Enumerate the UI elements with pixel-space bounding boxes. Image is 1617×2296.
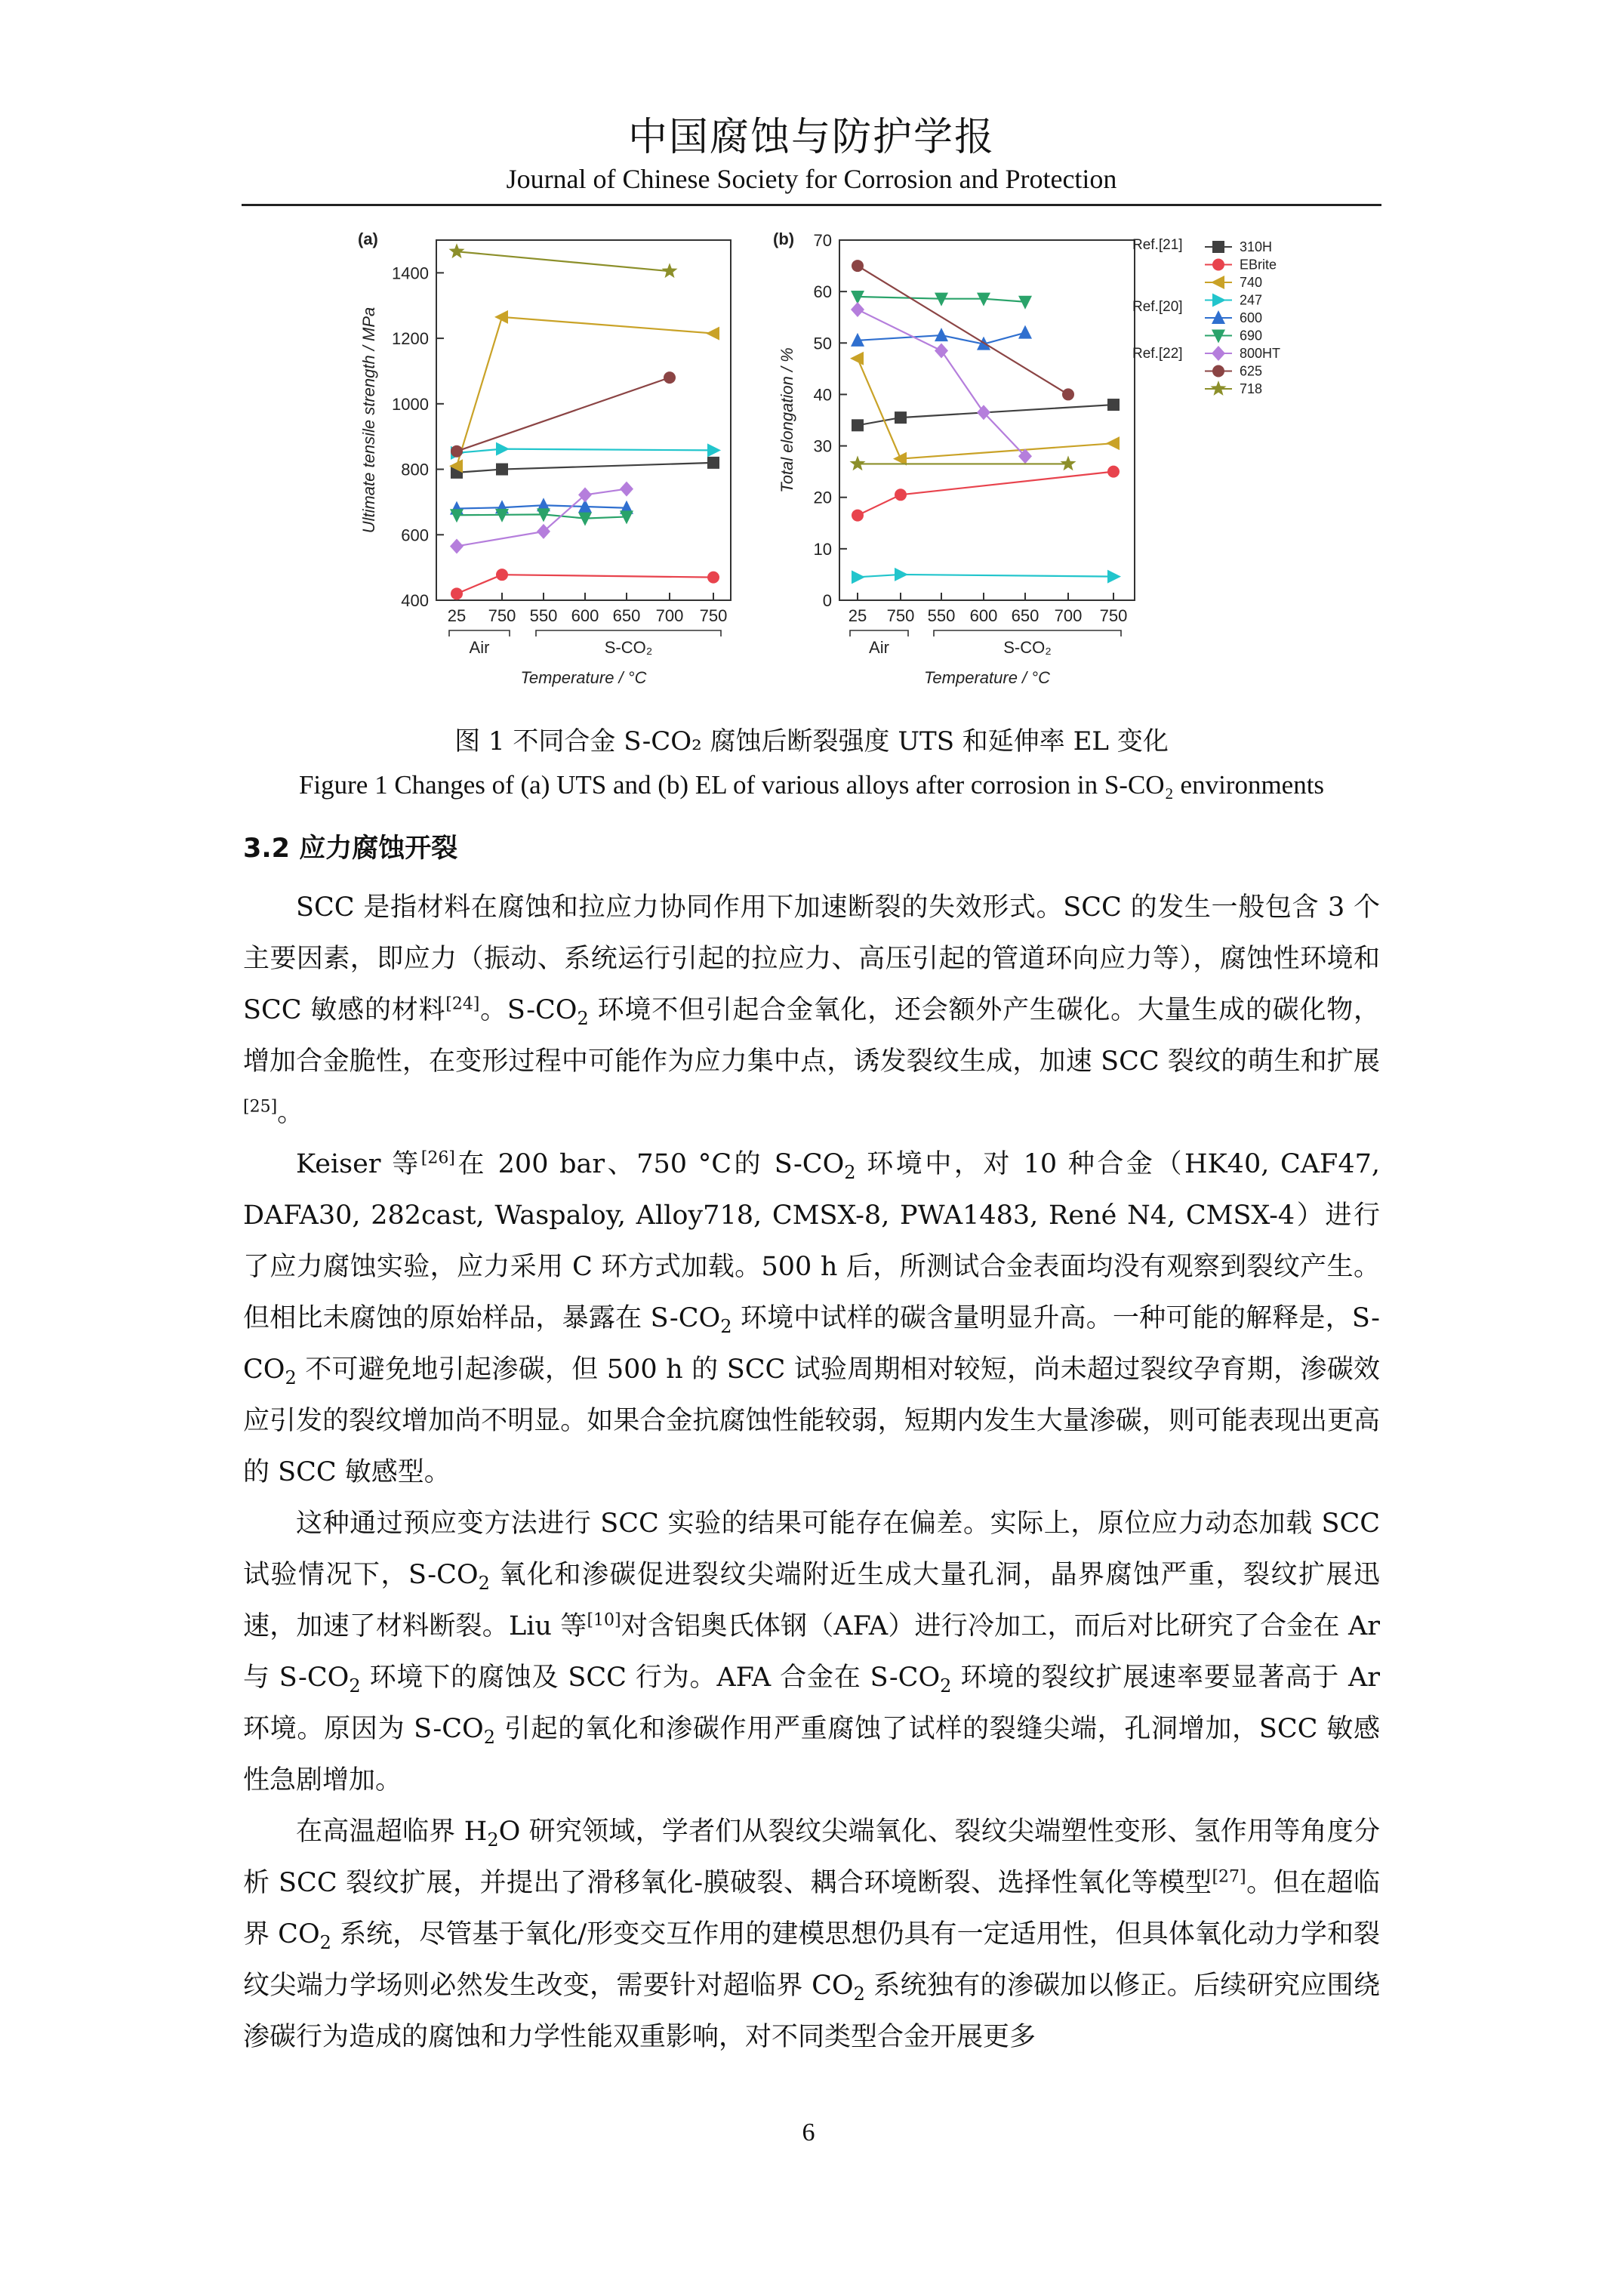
series-line xyxy=(858,472,1113,516)
data-point xyxy=(1018,296,1032,310)
legend-ref-label: Ref.[20] xyxy=(1132,299,1183,315)
y-tick-label: 400 xyxy=(401,591,429,610)
series-600 xyxy=(851,325,1032,350)
data-point xyxy=(578,513,592,526)
data-point xyxy=(1062,388,1074,400)
data-point xyxy=(852,510,864,522)
legend-entry: 247 xyxy=(1240,292,1263,308)
series-line xyxy=(457,378,670,451)
data-point xyxy=(977,337,990,350)
subscript: 2 xyxy=(285,1367,297,1388)
series-line xyxy=(457,489,627,547)
x-tick-label: 600 xyxy=(571,606,599,625)
x-tick-label: 750 xyxy=(886,606,915,625)
page-number: 6 xyxy=(802,2119,815,2147)
series-line xyxy=(858,297,1025,302)
legend-marker xyxy=(1211,276,1224,289)
legend-marker xyxy=(1211,381,1227,396)
data-point xyxy=(895,411,907,424)
panel-label: (a) xyxy=(358,230,378,248)
data-point xyxy=(451,587,463,599)
legend-ref-label: Ref.[22] xyxy=(1132,346,1183,362)
body-paragraph xyxy=(243,1139,1380,1498)
legend-entry: 625 xyxy=(1240,363,1263,379)
paragraph-text: 对含铝奥氏体钢（AFA）进行冷加工，而后对比研究了合金在 Ar 与 S-CO xyxy=(243,1611,1381,1693)
journal-title-en: Journal of Chinese Society for Corrosion and Protection xyxy=(506,164,1117,194)
subscript: 2 xyxy=(844,1162,856,1183)
subscript: 2 xyxy=(577,1008,589,1029)
paragraph-text: 。 xyxy=(277,1098,304,1128)
group-label: S-CO₂ xyxy=(1003,638,1052,657)
data-point xyxy=(851,302,864,317)
data-point xyxy=(895,568,908,581)
data-point xyxy=(977,405,990,420)
data-point xyxy=(620,510,633,524)
y-tick-label: 10 xyxy=(813,539,832,559)
section-heading xyxy=(243,831,457,867)
x-tick-label: 550 xyxy=(927,606,956,625)
y-tick-label: 1400 xyxy=(392,264,429,283)
y-tick-label: 50 xyxy=(813,334,832,353)
group-bracket xyxy=(934,630,1121,636)
data-point xyxy=(664,371,676,384)
panel-label: (b) xyxy=(773,230,795,248)
data-point xyxy=(496,569,508,581)
x-tick-label: 600 xyxy=(969,606,998,625)
y-tick-label: 60 xyxy=(813,282,832,302)
data-point xyxy=(1107,570,1121,584)
data-point xyxy=(449,459,463,473)
series-line xyxy=(457,449,713,453)
data-point xyxy=(537,524,550,539)
x-tick-label: 750 xyxy=(488,606,516,625)
series-690 xyxy=(450,508,633,525)
series-740 xyxy=(850,352,1120,466)
paragraph-text: Keiser 等 xyxy=(296,1149,421,1179)
subscript: 2 xyxy=(720,1316,732,1337)
citation-ref: [24] xyxy=(445,994,480,1014)
group-bracket xyxy=(536,630,721,636)
x-tick-label: 650 xyxy=(1011,606,1040,625)
paragraph-text: 不可避免地引起渗碳，但 500 h 的 SCC 试验周期相对较短，尚未超过裂纹孕育期，渗碳效应引发的裂纹增加尚不明显。如果合金抗腐蚀性能较弱，短期内发生大量渗碳，则可能表现出更高的 SCC 敏感型。 xyxy=(243,1354,1380,1487)
legend-marker xyxy=(1212,294,1226,307)
data-point xyxy=(851,291,864,304)
legend-marker xyxy=(1212,241,1224,253)
y-axis-label: Ultimate tensile strength / MPa xyxy=(359,307,378,534)
paragraph-text: 这种通过预应变方法进行 SCC 实验的结果可能存在偏差。实际上，原位应力动态加载 SCC 试验情况下，S-CO xyxy=(243,1509,1380,1590)
paragraph-text: 。S-CO xyxy=(479,995,578,1025)
series-line xyxy=(858,266,1068,394)
series-line xyxy=(457,505,627,508)
legend-marker xyxy=(1212,259,1224,271)
paragraph-text: 环境的裂纹扩展速率要显著高于 Ar 环境。原因为 S-CO xyxy=(243,1663,1380,1744)
data-point xyxy=(895,488,907,501)
x-tick-label: 700 xyxy=(1054,606,1083,625)
data-point xyxy=(852,570,865,584)
citation-ref: [25] xyxy=(243,1097,278,1117)
data-point xyxy=(707,443,721,457)
paragraph-text: 环境下的腐蚀及 SCC 行为。AFA 合金在 S-CO xyxy=(360,1663,941,1693)
series-800ht xyxy=(450,482,633,554)
data-point xyxy=(706,327,719,341)
legend-marker xyxy=(1212,330,1225,344)
paragraph-text: 在高温超临界 H xyxy=(296,1817,488,1847)
data-point xyxy=(852,260,864,272)
series-line xyxy=(457,317,713,466)
series-line xyxy=(858,575,1113,577)
body-paragraph xyxy=(243,1498,1380,1806)
data-point xyxy=(707,572,719,584)
data-point xyxy=(935,293,948,307)
y-tick-label: 1200 xyxy=(392,329,429,349)
x-tick-label: 750 xyxy=(1099,606,1128,625)
legend-marker xyxy=(1212,346,1225,361)
series-690 xyxy=(851,291,1032,310)
citation-ref: [27] xyxy=(1212,1867,1246,1887)
y-tick-label: 600 xyxy=(401,525,429,545)
data-point xyxy=(537,498,550,511)
data-point xyxy=(578,499,592,513)
data-point xyxy=(451,445,463,458)
figure-1-svg xyxy=(0,0,1617,725)
citation-ref: [10] xyxy=(587,1610,621,1630)
paragraph-text: SCC 是指材料在腐蚀和拉应力协同作用下加速断裂的失效形式。SCC 的发生一般包含 3 个主要因素，即应力（振动、系统运行引起的拉应力、高压引起的管道环向应力等），腐蚀性环境和 SCC 敏感的材料 xyxy=(243,892,1380,1025)
body-text xyxy=(243,882,1380,2063)
series-line xyxy=(457,575,713,593)
data-point xyxy=(977,293,990,307)
x-axis-label: Temperature / °C xyxy=(520,668,647,687)
plot-frame xyxy=(436,240,731,600)
series-line xyxy=(457,514,627,518)
series-625 xyxy=(451,371,676,458)
data-point xyxy=(537,508,550,522)
x-axis-label: Temperature / °C xyxy=(924,668,1050,687)
paragraph-text: 氧化和渗碳促进裂纹尖端附近生成大量孔洞，晶界腐蚀严重，裂纹扩展迅速，加速了材料断裂。Liu 等 xyxy=(243,1560,1380,1641)
data-point xyxy=(662,263,678,278)
paragraph-text: 环境不但引起合金氧化，还会额外产生碳化。大量生成的碳化物，增加合金脆性，在变形过程中可能作为应力集中点，诱发裂纹生成，加速 SCC 裂纹的萌生和扩展 xyxy=(243,995,1380,1077)
y-tick-label: 70 xyxy=(813,231,832,250)
citation-ref: [26] xyxy=(420,1148,455,1168)
data-point xyxy=(851,333,864,347)
data-point xyxy=(449,243,465,258)
y-tick-label: 800 xyxy=(401,460,429,479)
data-point xyxy=(578,487,592,502)
data-point xyxy=(850,455,866,470)
paragraph-text: 系统，尽管基于氧化/形变交互作用的建模思想仍具有一定适用性，但具体氧化动力学和裂纹尖端力学场则必然发生改变，需要针对超临界 CO xyxy=(243,1919,1380,2001)
legend-entry: 690 xyxy=(1240,328,1263,344)
journal-title-cn: 中国腐蚀与防护学报 xyxy=(627,115,995,160)
series-line xyxy=(858,359,1113,459)
series-718 xyxy=(850,455,1076,470)
data-point xyxy=(495,509,509,522)
series-740 xyxy=(449,310,719,473)
data-point xyxy=(496,442,510,456)
data-point xyxy=(850,352,864,365)
section-title: 应力腐蚀开裂 xyxy=(299,834,458,864)
y-tick-label: 30 xyxy=(813,436,832,456)
y-tick-label: 20 xyxy=(813,488,832,507)
legend-entry: 718 xyxy=(1240,381,1263,396)
figure-caption-cn: 图 1 不同合金 S-CO₂ 腐蚀后断裂强度 UTS 和延伸率 EL 变化 xyxy=(454,726,1169,757)
series-310h xyxy=(852,399,1120,431)
x-tick-label: 25 xyxy=(447,606,467,625)
data-point xyxy=(620,482,633,497)
legend-marker xyxy=(1212,365,1224,378)
group-label: Air xyxy=(869,638,889,657)
subscript: 2 xyxy=(940,1675,952,1697)
subscript: 2 xyxy=(483,1727,495,1748)
legend xyxy=(1132,237,1280,396)
subscript: 2 xyxy=(478,1573,490,1594)
paragraph-text: 环境中，对 10 种合金（HK40, CAF47, DAFA30, 282cast, Waspaloy, Alloy718, CMSX-8, PWA1483, René N4, CMSX-4）进行了应力腐蚀实验，应力采用 C 环方式加载。500 h 后，所测试合金表面均没有观察到裂纹产生。但相比未腐蚀的原始样品，暴露在 S-CO xyxy=(243,1149,1381,1333)
y-axis-label: Total elongation / % xyxy=(778,347,796,493)
figure-caption-en: Figure 1 Changes of (a) UTS and (b) EL of various alloys after corrosion in S-CO₂ environments xyxy=(298,770,1325,800)
paragraph-text: 环境中试样的碳含量明显升高。一种可能的解释是，S-CO xyxy=(243,1303,1381,1385)
data-point xyxy=(1018,448,1032,464)
data-point xyxy=(620,501,633,514)
series-line xyxy=(457,251,670,271)
legend-ref-label: Ref.[21] xyxy=(1132,237,1183,253)
series-247 xyxy=(852,568,1121,584)
series-line xyxy=(858,333,1025,344)
series-ebrite xyxy=(852,466,1120,522)
section-number: 3.2 xyxy=(243,834,291,864)
series-ebrite xyxy=(451,569,719,599)
legend-entry: 600 xyxy=(1240,310,1263,325)
group-bracket xyxy=(449,630,510,636)
data-point xyxy=(935,344,948,359)
plot-frame xyxy=(839,240,1135,600)
body-paragraph xyxy=(243,1806,1380,2063)
group-label: S-CO₂ xyxy=(604,638,653,657)
data-point xyxy=(495,500,509,513)
paragraph-text: 在 200 bar、750 °C的 S-CO xyxy=(454,1149,845,1179)
series-line xyxy=(457,463,713,473)
paragraph-text: 引起的氧化和渗碳作用严重腐蚀了试样的裂缝尖端，孔洞增加，SCC 敏感性急剧增加。 xyxy=(243,1714,1380,1795)
series-line xyxy=(858,310,1025,456)
data-point xyxy=(494,310,508,324)
page-header xyxy=(242,113,1381,196)
group-label: Air xyxy=(469,638,490,657)
legend-entry: EBrite xyxy=(1240,257,1277,273)
legend-entry: 310H xyxy=(1240,239,1273,254)
group-bracket xyxy=(850,630,908,636)
series-600 xyxy=(450,498,633,514)
x-tick-label: 650 xyxy=(612,606,641,625)
data-point xyxy=(450,501,464,515)
y-tick-label: 1000 xyxy=(392,394,429,414)
x-tick-label: 550 xyxy=(529,606,558,625)
data-point xyxy=(707,457,719,469)
subscript: 2 xyxy=(853,1983,865,2005)
legend-entry: 800HT xyxy=(1240,346,1281,361)
header-rule xyxy=(242,204,1381,206)
paragraph-text: O 研究领域，学者们从裂纹尖端氧化、裂纹尖端塑性变形、氢作用等角度分析 SCC 裂纹扩展，并提出了滑移氧化-膜破裂、耦合环境断裂、选择性氧化等模型 xyxy=(243,1817,1380,1898)
data-point xyxy=(852,419,864,431)
data-point xyxy=(450,509,464,522)
series-line xyxy=(858,405,1113,425)
series-625 xyxy=(852,260,1074,400)
paragraph-text: 系统独有的渗碳加以修正。后续研究应围绕渗碳行为造成的腐蚀和力学性能双重影响，对不同类型合金开展更多 xyxy=(243,1971,1380,2052)
series-247 xyxy=(451,442,721,460)
data-point xyxy=(893,452,907,466)
chart-panel-b xyxy=(773,230,1280,687)
data-point xyxy=(935,328,948,341)
x-tick-label: 750 xyxy=(699,606,728,625)
x-tick-label: 25 xyxy=(848,606,867,625)
subscript: 2 xyxy=(349,1675,361,1697)
series-310h xyxy=(451,457,719,479)
subscript: 2 xyxy=(319,1932,331,1953)
legend-marker xyxy=(1212,310,1225,324)
series-800ht xyxy=(851,302,1032,464)
data-point xyxy=(1107,466,1120,478)
data-point xyxy=(450,538,464,553)
subscript: 2 xyxy=(487,1829,499,1851)
legend-entry: 740 xyxy=(1240,275,1263,290)
data-point xyxy=(451,467,463,479)
y-tick-label: 40 xyxy=(813,385,832,405)
body-paragraph xyxy=(243,882,1380,1139)
data-point xyxy=(1061,455,1076,470)
data-point xyxy=(451,446,464,460)
series-718 xyxy=(449,243,678,278)
data-point xyxy=(1018,325,1032,339)
paragraph-text: 。但在超临界 CO xyxy=(243,1868,1380,1949)
data-point xyxy=(1107,399,1120,411)
chart-panel-a xyxy=(358,230,731,687)
x-tick-label: 700 xyxy=(655,606,684,625)
data-point xyxy=(496,464,508,476)
y-tick-label: 0 xyxy=(822,591,832,610)
data-point xyxy=(1106,436,1120,450)
